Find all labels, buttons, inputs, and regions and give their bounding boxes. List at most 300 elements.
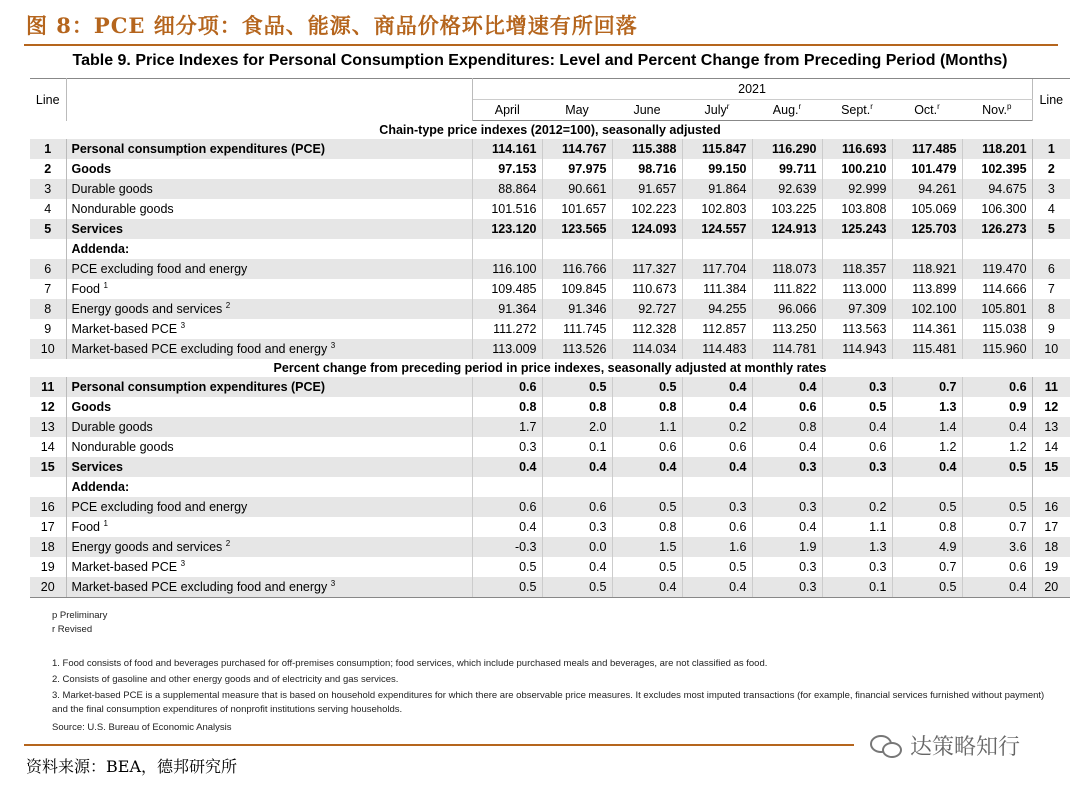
value-cell: 114.781	[752, 339, 822, 359]
value-cell: 0.6	[542, 497, 612, 517]
watermark	[870, 730, 1020, 761]
line-number-right: 19	[1032, 557, 1070, 577]
row-label-text: Durable goods	[71, 420, 153, 434]
row-label	[66, 299, 472, 319]
value-cell: 0.4	[752, 517, 822, 537]
value-cell: 0.4	[892, 457, 962, 477]
value-cell: 0.5	[472, 557, 542, 577]
row-label-text: Personal consumption expenditures (PCE)	[71, 142, 326, 156]
value-cell: 106.300	[962, 199, 1032, 219]
value-cell: 113.000	[822, 279, 892, 299]
row-label	[66, 339, 472, 359]
value-cell: 101.516	[472, 199, 542, 219]
line-number: 6	[30, 259, 66, 279]
value-cell: 111.745	[542, 319, 612, 339]
value-cell: 0.3	[752, 577, 822, 598]
value-cell: 0.5	[612, 497, 682, 517]
value-cell: 1.1	[822, 517, 892, 537]
value-cell: 0.7	[892, 377, 962, 397]
addenda-row	[30, 477, 1070, 497]
footnote-ref: 3	[330, 340, 336, 350]
value-cell: 125.703	[892, 219, 962, 239]
value-cell: 109.845	[542, 279, 612, 299]
footnote-ref: 3	[330, 578, 336, 588]
value-cell: 0.3	[822, 457, 892, 477]
value-cell: 0.6	[822, 437, 892, 457]
table-row	[30, 219, 1070, 239]
value-cell: 114.666	[962, 279, 1032, 299]
value-cell: 0.3	[822, 557, 892, 577]
value-cell: 91.364	[472, 299, 542, 319]
row-label	[66, 537, 472, 557]
row-label-text: Services	[71, 460, 123, 474]
table-row	[30, 299, 1070, 319]
value-cell: 111.384	[682, 279, 752, 299]
row-label-text: Food	[71, 282, 100, 296]
addenda-label: Addenda:	[71, 242, 130, 256]
value-cell: 0.3	[542, 517, 612, 537]
value-cell: 1.4	[892, 417, 962, 437]
row-label	[66, 377, 472, 397]
line-number: 1	[30, 139, 66, 159]
line-number-right: 2	[1032, 159, 1070, 179]
section-2-header	[30, 359, 1070, 377]
value-cell: 119.470	[962, 259, 1032, 279]
row-label-text: Market-based PCE excluding food and energy	[71, 580, 328, 594]
value-cell: 115.960	[962, 339, 1032, 359]
month-mark: r	[726, 101, 730, 111]
value-cell: 92.727	[612, 299, 682, 319]
month-label: June	[633, 103, 661, 117]
value-cell: 123.565	[542, 219, 612, 239]
value-cell: 125.243	[822, 219, 892, 239]
value-cell: 0.0	[542, 537, 612, 557]
value-cell: 1.3	[822, 537, 892, 557]
value-cell: 0.6	[682, 437, 752, 457]
month-header	[752, 100, 822, 121]
value-cell: 0.8	[752, 417, 822, 437]
value-cell: 114.361	[892, 319, 962, 339]
table-row	[30, 377, 1070, 397]
month-header	[822, 100, 892, 121]
value-cell: 101.657	[542, 199, 612, 219]
row-label	[66, 577, 472, 598]
wechat-icon	[870, 733, 904, 759]
line-number-right: 14	[1032, 437, 1070, 457]
line-number-right: 1	[1032, 139, 1070, 159]
value-cell: 0.4	[752, 437, 822, 457]
row-label-text: PCE excluding food and energy	[71, 500, 248, 514]
row-label-text: Services	[71, 222, 123, 236]
value-cell: 97.975	[542, 159, 612, 179]
value-cell: 0.8	[542, 397, 612, 417]
value-cell: 0.5	[962, 497, 1032, 517]
value-cell: 115.481	[892, 339, 962, 359]
value-cell: 1.1	[612, 417, 682, 437]
line-number-right: 7	[1032, 279, 1070, 299]
value-cell: 0.7	[892, 557, 962, 577]
value-cell: 0.5	[612, 557, 682, 577]
line-number-right: 5	[1032, 219, 1070, 239]
table-row	[30, 179, 1070, 199]
source-caption: 资料来源：BEA，德邦研究所	[26, 757, 237, 776]
value-cell: 0.3	[682, 497, 752, 517]
table-row	[30, 457, 1070, 477]
value-cell: 1.5	[612, 537, 682, 557]
value-cell: 98.716	[612, 159, 682, 179]
row-label-text: Nondurable goods	[71, 202, 174, 216]
value-cell: 117.327	[612, 259, 682, 279]
line-number: 10	[30, 339, 66, 359]
footnote-ref: 2	[225, 300, 231, 310]
line-number: 9	[30, 319, 66, 339]
line-number-right: 17	[1032, 517, 1070, 537]
pce-table	[30, 78, 1070, 598]
value-cell: 115.038	[962, 319, 1032, 339]
row-label-text: Market-based PCE excluding food and energy	[71, 342, 328, 356]
line-number-right: 20	[1032, 577, 1070, 598]
line-number-right: 18	[1032, 537, 1070, 557]
line-number-right: 6	[1032, 259, 1070, 279]
row-label	[66, 437, 472, 457]
row-label	[66, 179, 472, 199]
value-cell: 0.3	[822, 377, 892, 397]
value-cell: 3.6	[962, 537, 1032, 557]
month-header	[682, 100, 752, 121]
value-cell: 0.1	[822, 577, 892, 598]
table-row	[30, 339, 1070, 359]
month-header	[542, 100, 612, 121]
value-cell: 116.100	[472, 259, 542, 279]
value-cell: 0.4	[822, 417, 892, 437]
value-cell: 0.4	[962, 577, 1032, 598]
value-cell: 0.6	[472, 497, 542, 517]
value-cell: 96.066	[752, 299, 822, 319]
row-label	[66, 319, 472, 339]
table-row	[30, 437, 1070, 457]
value-cell: 0.6	[962, 557, 1032, 577]
value-cell: 99.150	[682, 159, 752, 179]
value-cell: 117.704	[682, 259, 752, 279]
value-cell: 110.673	[612, 279, 682, 299]
table-row	[30, 517, 1070, 537]
value-cell: 0.3	[752, 557, 822, 577]
value-cell: 0.4	[682, 577, 752, 598]
month-label: May	[565, 103, 589, 117]
value-cell: 113.526	[542, 339, 612, 359]
month-header	[962, 100, 1032, 121]
value-cell: 114.943	[822, 339, 892, 359]
line-number-right: 12	[1032, 397, 1070, 417]
month-label: April	[494, 103, 520, 117]
value-cell: 124.093	[612, 219, 682, 239]
value-cell: 112.328	[612, 319, 682, 339]
row-label	[66, 557, 472, 577]
table-row	[30, 319, 1070, 339]
value-cell: 0.8	[612, 517, 682, 537]
line-number-right: 13	[1032, 417, 1070, 437]
footnote-ref: 3	[180, 320, 186, 330]
legend-preliminary: p Preliminary	[52, 610, 108, 621]
value-cell: 0.5	[612, 377, 682, 397]
row-label-text: Food	[71, 520, 100, 534]
value-cell: 0.8	[472, 397, 542, 417]
value-cell: 90.661	[542, 179, 612, 199]
value-cell: 124.557	[682, 219, 752, 239]
month-label: Aug.	[772, 103, 799, 117]
value-cell: 1.7	[472, 417, 542, 437]
row-label	[66, 517, 472, 537]
row-label-text: Goods	[71, 162, 112, 176]
value-cell: 0.2	[822, 497, 892, 517]
month-mark: r	[937, 101, 940, 111]
value-cell: 115.847	[682, 139, 752, 159]
value-cell: 0.6	[612, 437, 682, 457]
table-row	[30, 139, 1070, 159]
month-label: Sept.	[841, 103, 871, 117]
table-row	[30, 259, 1070, 279]
row-label	[66, 159, 472, 179]
value-cell: 0.4	[472, 517, 542, 537]
footnote-3: 3. Market-based PCE is a supplemental measure that is based on household expenditures for which there are observable price measures. It excludes most imputed transactions (for example, financial services furnished without payment) and the final consumption expenditures of nonprofit institutions serving households.	[52, 690, 1045, 715]
line-number: 18	[30, 537, 66, 557]
value-cell: 112.857	[682, 319, 752, 339]
line-number: 14	[30, 437, 66, 457]
row-label	[66, 457, 472, 477]
value-cell: 114.767	[542, 139, 612, 159]
table-title: Table 9. Price Indexes for Personal Consumption Expenditures: Level and Percent Change from Preceding Period (Months)	[72, 52, 1008, 69]
line-number-right: 11	[1032, 377, 1070, 397]
line-number: 7	[30, 279, 66, 299]
row-label-text: Market-based PCE	[71, 322, 178, 336]
addenda-label: Addenda:	[71, 480, 130, 494]
line-number: 19	[30, 557, 66, 577]
year-header: 2021	[472, 79, 1032, 100]
value-cell: 0.6	[962, 377, 1032, 397]
month-mark: r	[870, 101, 873, 111]
value-cell: 114.161	[472, 139, 542, 159]
row-label-text: Goods	[71, 400, 112, 414]
value-cell: 0.9	[962, 397, 1032, 417]
value-cell: 113.009	[472, 339, 542, 359]
value-cell: 123.120	[472, 219, 542, 239]
value-cell: 0.4	[612, 577, 682, 598]
line-number-right: 8	[1032, 299, 1070, 319]
value-cell: 0.3	[752, 497, 822, 517]
value-cell: 118.201	[962, 139, 1032, 159]
value-cell: 0.5	[822, 397, 892, 417]
value-cell: 100.210	[822, 159, 892, 179]
value-cell: 0.5	[542, 577, 612, 598]
value-cell: 91.657	[612, 179, 682, 199]
footnote-ref: 2	[225, 538, 231, 548]
line-number-right: 3	[1032, 179, 1070, 199]
value-cell: 0.3	[752, 457, 822, 477]
line-number: 5	[30, 219, 66, 239]
row-label-text: Nondurable goods	[71, 440, 174, 454]
value-cell: 116.766	[542, 259, 612, 279]
addenda-row	[30, 239, 1070, 259]
line-number: 8	[30, 299, 66, 319]
month-mark: p	[1006, 101, 1012, 111]
row-label	[66, 219, 472, 239]
value-cell: 0.5	[892, 577, 962, 598]
line-number: 15	[30, 457, 66, 477]
value-cell: 113.250	[752, 319, 822, 339]
table-row	[30, 279, 1070, 299]
value-cell: 118.921	[892, 259, 962, 279]
table-body	[30, 121, 1070, 598]
bottom-rule	[24, 744, 854, 746]
row-label	[66, 199, 472, 219]
value-cell: 126.273	[962, 219, 1032, 239]
line-number-right: 16	[1032, 497, 1070, 517]
value-cell: 2.0	[542, 417, 612, 437]
legend-revised: r Revised	[52, 624, 93, 635]
value-cell: 92.999	[822, 179, 892, 199]
row-label	[66, 417, 472, 437]
row-label-text: Market-based PCE	[71, 560, 178, 574]
row-label	[66, 139, 472, 159]
line-number: 4	[30, 199, 66, 219]
value-cell: 105.069	[892, 199, 962, 219]
table-row	[30, 397, 1070, 417]
value-cell: 0.4	[682, 397, 752, 417]
row-label	[66, 397, 472, 417]
value-cell: 117.485	[892, 139, 962, 159]
value-cell: 0.5	[962, 457, 1032, 477]
value-cell: 91.864	[682, 179, 752, 199]
value-cell: 0.4	[612, 457, 682, 477]
value-cell: 0.4	[752, 377, 822, 397]
value-cell: 124.913	[752, 219, 822, 239]
value-cell: 97.153	[472, 159, 542, 179]
table-row	[30, 159, 1070, 179]
value-cell: 0.1	[542, 437, 612, 457]
row-label-text: Personal consumption expenditures (PCE)	[71, 380, 326, 394]
value-cell: 99.711	[752, 159, 822, 179]
month-header	[612, 100, 682, 121]
line-number-right: 15	[1032, 457, 1070, 477]
line-header: Line	[30, 79, 66, 121]
month-mark: r	[798, 101, 802, 111]
row-label	[66, 497, 472, 517]
section-title: Chain-type price indexes (2012=100), seasonally adjusted	[379, 123, 721, 137]
value-cell: 1.6	[682, 537, 752, 557]
value-cell: 0.4	[472, 457, 542, 477]
line-number: 3	[30, 179, 66, 199]
month-header	[472, 100, 542, 121]
figure-title: 图 8：PCE 细分项：食品、能源、商品价格环比增速有所回落	[26, 13, 638, 38]
footnote-2: 2. Consists of gasoline and other energy goods and of electricity and gas services.	[52, 674, 399, 685]
month-header	[892, 100, 962, 121]
value-cell: 115.388	[612, 139, 682, 159]
value-cell: 0.6	[682, 517, 752, 537]
line-number-right: 4	[1032, 199, 1070, 219]
value-cell: 1.2	[892, 437, 962, 457]
value-cell: 0.6	[472, 377, 542, 397]
value-cell: 1.3	[892, 397, 962, 417]
table-row	[30, 557, 1070, 577]
value-cell: 103.808	[822, 199, 892, 219]
value-cell: 118.357	[822, 259, 892, 279]
footnote-ref: 3	[180, 558, 186, 568]
value-cell: 118.073	[752, 259, 822, 279]
value-cell: 116.290	[752, 139, 822, 159]
table-row	[30, 199, 1070, 219]
table-row	[30, 417, 1070, 437]
value-cell: 0.4	[682, 457, 752, 477]
month-label: Nov.	[982, 103, 1007, 117]
value-cell: 101.479	[892, 159, 962, 179]
value-cell: 92.639	[752, 179, 822, 199]
value-cell: 1.9	[752, 537, 822, 557]
value-cell: 0.4	[542, 557, 612, 577]
section-title: Percent change from preceding period in price indexes, seasonally adjusted at monthly rates	[273, 361, 827, 375]
value-cell: 109.485	[472, 279, 542, 299]
month-label: Oct.	[914, 103, 938, 117]
line-number-right: 9	[1032, 319, 1070, 339]
value-cell: 0.8	[612, 397, 682, 417]
value-cell: 88.864	[472, 179, 542, 199]
value-cell: 0.4	[682, 377, 752, 397]
line-number-right: 10	[1032, 339, 1070, 359]
value-cell: 113.899	[892, 279, 962, 299]
footnote-ref: 1	[103, 280, 108, 290]
title-rule	[24, 44, 1058, 46]
value-cell: 113.563	[822, 319, 892, 339]
watermark-text: 达策略知行	[910, 734, 1021, 759]
table-row	[30, 577, 1070, 598]
value-cell: 111.272	[472, 319, 542, 339]
value-cell: 4.9	[892, 537, 962, 557]
value-cell: 111.822	[752, 279, 822, 299]
row-label-text: PCE excluding food and energy	[71, 262, 248, 276]
source-note: Source: U.S. Bureau of Economic Analysis	[52, 722, 232, 733]
line-number: 20	[30, 577, 66, 598]
value-cell: 105.801	[962, 299, 1032, 319]
row-label-text: Energy goods and services	[71, 302, 223, 316]
value-cell: 114.483	[682, 339, 752, 359]
value-cell: 0.4	[962, 417, 1032, 437]
line-number: 13	[30, 417, 66, 437]
value-cell: 0.5	[472, 577, 542, 598]
value-cell: 102.803	[682, 199, 752, 219]
value-cell: 1.2	[962, 437, 1032, 457]
value-cell: 114.034	[612, 339, 682, 359]
label-header	[66, 79, 472, 121]
value-cell: 116.693	[822, 139, 892, 159]
value-cell: 0.3	[472, 437, 542, 457]
value-cell: 94.675	[962, 179, 1032, 199]
value-cell: 0.5	[542, 377, 612, 397]
value-cell: 102.100	[892, 299, 962, 319]
value-cell: 0.5	[682, 557, 752, 577]
line-number: 2	[30, 159, 66, 179]
value-cell: 94.261	[892, 179, 962, 199]
row-label	[66, 259, 472, 279]
row-label	[66, 279, 472, 299]
month-label: July	[704, 103, 727, 117]
line-number: 12	[30, 397, 66, 417]
value-cell: 103.225	[752, 199, 822, 219]
value-cell: 102.395	[962, 159, 1032, 179]
value-cell: 102.223	[612, 199, 682, 219]
row-label-text: Energy goods and services	[71, 540, 223, 554]
value-cell: 0.7	[962, 517, 1032, 537]
value-cell: 0.8	[892, 517, 962, 537]
line-number: 16	[30, 497, 66, 517]
